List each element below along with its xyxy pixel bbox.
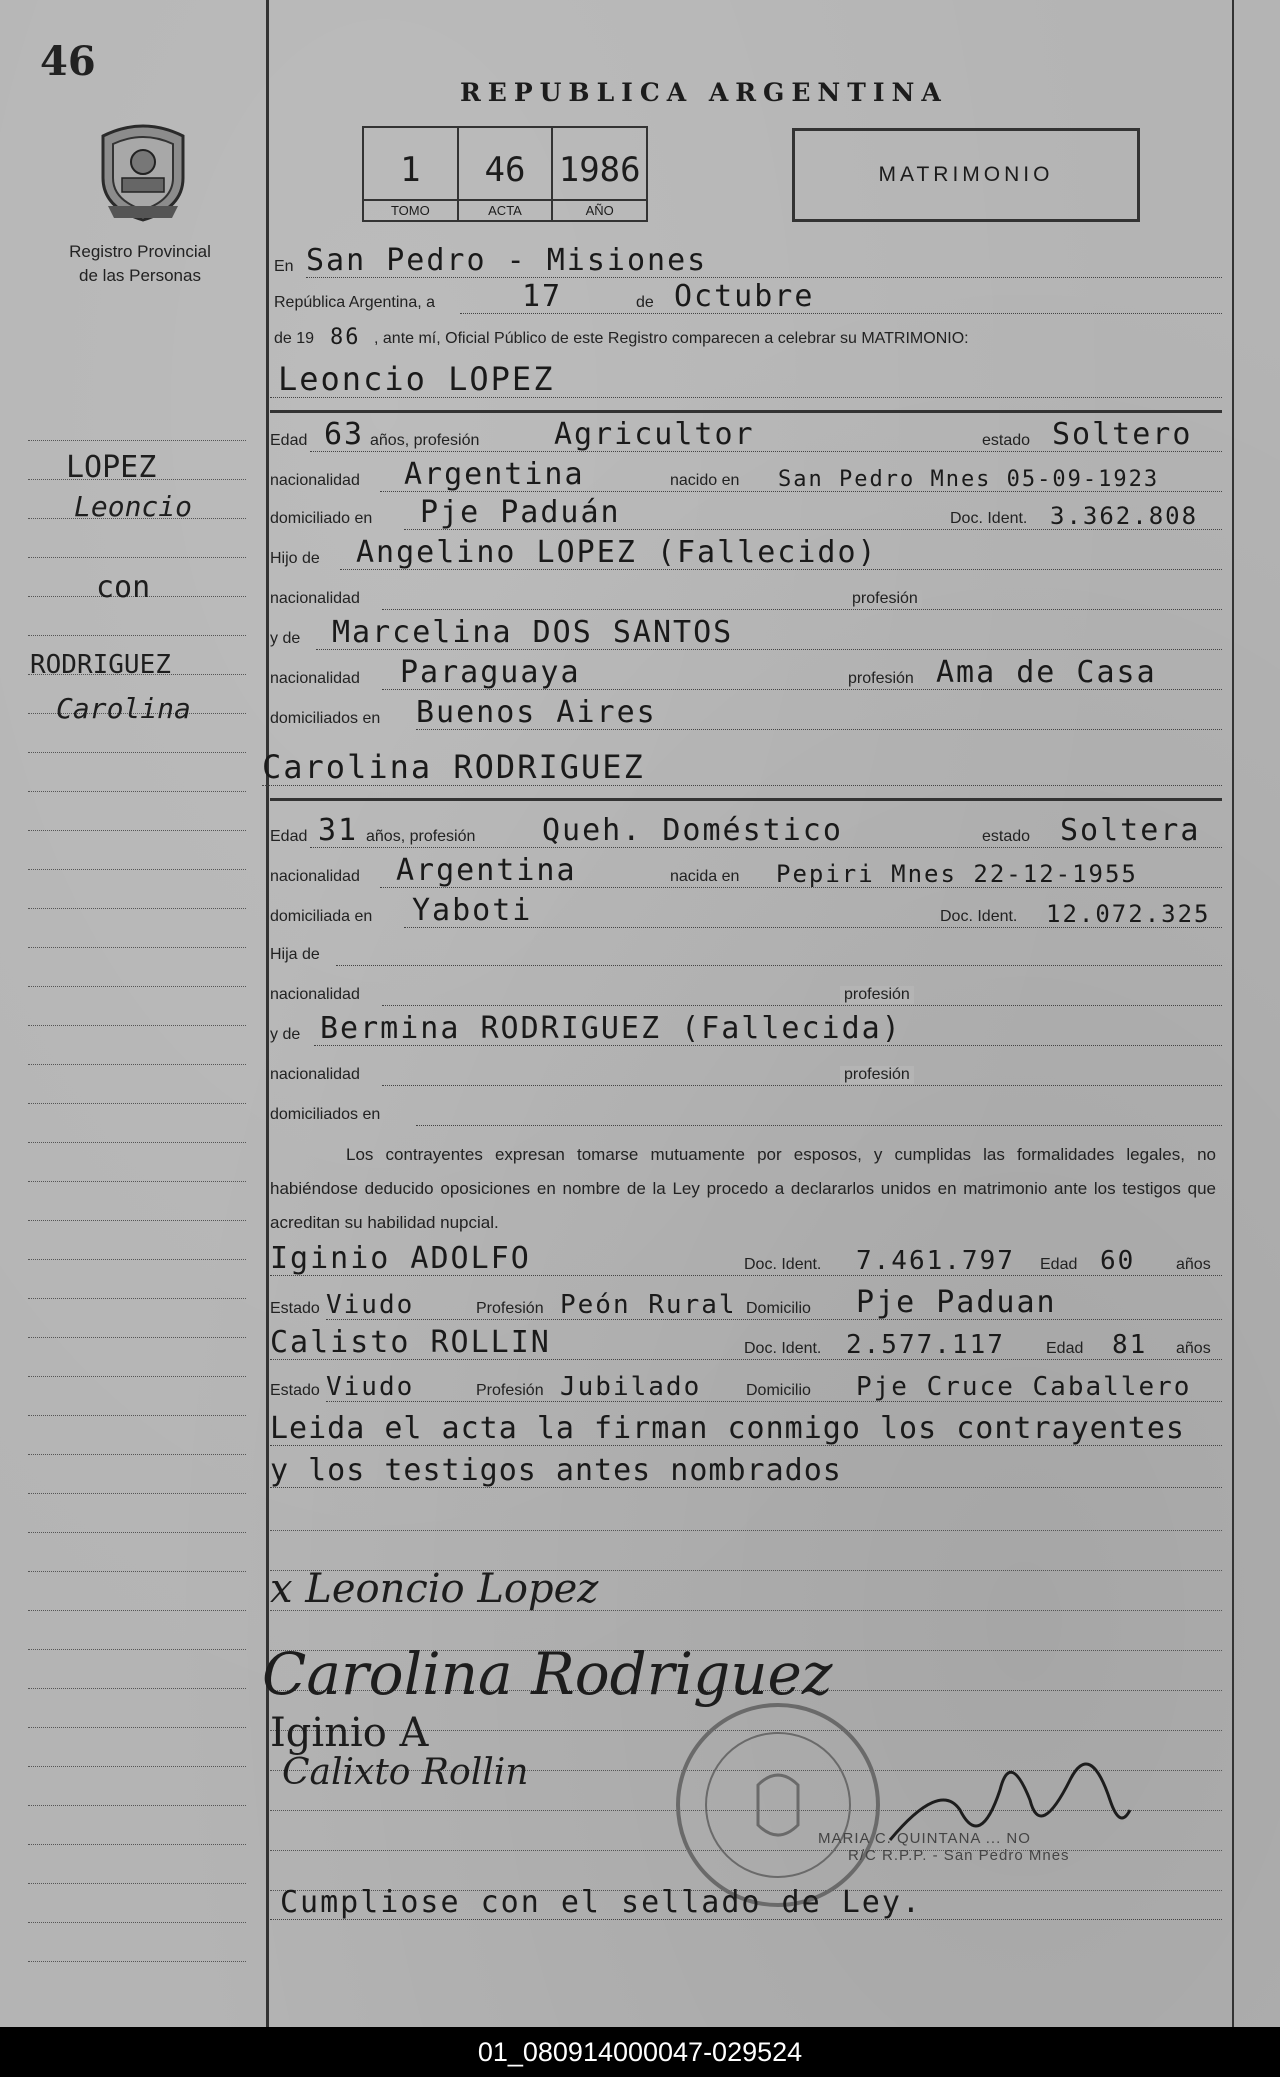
witness2-line: [270, 1324, 1222, 1364]
place-value: San Pedro - Misiones: [306, 243, 708, 278]
witness1-domicile: Pje Paduan: [856, 1285, 1057, 1320]
margin-line: [28, 1103, 246, 1104]
witness2-edad-label: Edad: [1046, 1340, 1084, 1357]
witness2-doc: 2.577.117: [846, 1330, 1005, 1360]
margin-rule: [266, 0, 269, 2027]
witness1-detail-line: [270, 1284, 1222, 1324]
witness1-age: 60: [1100, 1246, 1136, 1276]
groom-mother-profession: Ama de Casa: [936, 655, 1157, 690]
signature-groom: x Leoncio Lopez: [270, 1566, 599, 1612]
bride-nationality: Argentina: [396, 853, 577, 888]
profesion-label-2: profesión: [848, 590, 922, 608]
anio-value: 1986: [558, 150, 641, 190]
bride-nationality-line: [270, 853, 1222, 892]
margin-line: [28, 1571, 246, 1572]
witness1-profession: Peón Rural: [560, 1290, 737, 1320]
nacionalidad-label: nacionalidad: [270, 472, 360, 489]
margin-note-con: con: [96, 570, 151, 605]
profesion-label-3: profesión: [844, 670, 918, 688]
witness2-profession: Jubilado: [560, 1372, 702, 1402]
groom-mother: Marcelina DOS SANTOS: [332, 615, 734, 650]
witness2-estado-label: Estado: [270, 1382, 320, 1399]
groom-birthplace: San Pedro Mnes 05-09-1923: [778, 467, 1160, 492]
witness2-name: Calisto ROLLIN: [270, 1325, 551, 1360]
groom-profession: Agricultor: [554, 417, 755, 452]
margin-line: [28, 1649, 246, 1650]
bride-separator: [270, 798, 1222, 801]
groom-nationality: Argentina: [404, 457, 585, 492]
yde-label: y de: [270, 630, 301, 647]
bride-mother-line: [270, 1011, 1222, 1050]
acta-cell: [459, 128, 554, 220]
bride-name: Carolina RODRIGUEZ: [262, 748, 645, 786]
right-margin-rule: [1232, 0, 1234, 2027]
nacido-label: nacido en: [670, 472, 740, 489]
witness2-status: Viudo: [326, 1372, 415, 1402]
margin-line: [28, 947, 246, 948]
nacionalidad-label-3: nacionalidad: [270, 670, 360, 687]
margin-line: [28, 1142, 246, 1143]
bride-domicile-line: [270, 893, 1222, 932]
groom-name: Leoncio LOPEZ: [278, 360, 555, 398]
tomo-label: TOMO: [364, 199, 457, 218]
closing-text-1: Leida el acta la firman conmigo los contrayentes: [270, 1411, 1185, 1446]
margin-line: [28, 1844, 246, 1845]
witness2-prof-label: Profesión: [476, 1382, 544, 1399]
edad-label: Edad: [270, 432, 308, 449]
image-id-footer: 01_080914000047-029524: [0, 2027, 1280, 2077]
republica-label: República Argentina, a: [274, 294, 435, 311]
witness2-anos-label: años: [1176, 1340, 1211, 1357]
margin-line: [28, 1064, 246, 1065]
de-label: de: [636, 294, 654, 311]
groom-parents-domicile: Buenos Aires: [416, 695, 657, 730]
margin-line: [28, 1532, 246, 1533]
doc-label: Doc. Ident.: [950, 510, 1028, 527]
margin-line: [28, 1025, 246, 1026]
issuer-line-2: de las Personas: [79, 266, 201, 285]
appearance-clause: , ante mí, Oficial Público de este Registro comparecen a celebrar su MATRIMONIO:: [374, 330, 969, 347]
groom-father-line: [270, 535, 1222, 574]
hija-label: Hija de: [270, 946, 320, 963]
bride-father-nat-line: [270, 974, 1222, 1010]
margin-line: [28, 986, 246, 987]
margin-line: [28, 869, 246, 870]
bride-domicile: Yaboti: [412, 893, 533, 928]
signature-bride: Carolina Rodriguez: [262, 1640, 833, 1708]
blank-line: [270, 1530, 1222, 1531]
witness1-line: [270, 1240, 1222, 1280]
witness2-doc-label: Doc. Ident.: [744, 1340, 822, 1357]
witness1-doc-label: Doc. Ident.: [744, 1256, 822, 1273]
year-line: [270, 318, 1222, 354]
groom-name-line: [270, 360, 1222, 402]
doc-label-bride: Doc. Ident.: [940, 908, 1018, 925]
witness1-dom-label: Domicilio: [746, 1300, 811, 1317]
page-number: 46: [40, 38, 96, 85]
groom-domicile: Pje Paduán: [420, 495, 621, 530]
signature-witness1: Iginio A: [270, 1710, 429, 1756]
groom-domicile-line: [270, 495, 1222, 534]
groom-nationality-line: [270, 457, 1222, 496]
margin-note-given-name-2: Carolina: [56, 692, 191, 725]
bride-mother-nat-line: [270, 1054, 1222, 1090]
margin-line: [28, 830, 246, 831]
margin-line: [28, 1961, 246, 1962]
witness1-anos-label: años: [1176, 1256, 1211, 1273]
bride-name-line: [262, 746, 1222, 790]
day-value: 17: [522, 279, 563, 314]
margin-line: [28, 1805, 246, 1806]
margin-line: [28, 1883, 246, 1884]
final-note: Cumpliose con el sellado de Ley.: [280, 1885, 922, 1920]
witness2-dom-label: Domicilio: [746, 1382, 811, 1399]
groom-age-line: [270, 417, 1222, 456]
witness1-estado-label: Estado: [270, 1300, 320, 1317]
groom-age: 63: [324, 417, 365, 452]
bride-doc: 12.072.325: [1046, 900, 1211, 928]
profesion-label: años, profesión: [370, 432, 480, 449]
bride-birthplace: Pepiri Mnes 22-12-1955: [776, 860, 1138, 888]
groom-father-nat-line: [270, 578, 1222, 614]
en-label: En: [274, 258, 294, 275]
act-type-box: MATRIMONIO: [792, 128, 1140, 222]
acta-label: ACTA: [459, 199, 552, 218]
profesion-label-bride: años, profesión: [366, 828, 476, 845]
domiciliada-label: domiciliada en: [270, 908, 373, 925]
estado-label-bride: estado: [982, 828, 1031, 845]
bride-mother: Bermina RODRIGUEZ (Fallecida): [320, 1011, 902, 1046]
groom-mother-line: [270, 615, 1222, 654]
bride-age: 31: [318, 813, 359, 848]
margin-line: [28, 1688, 246, 1689]
issuer-line-1: Registro Provincial: [69, 242, 211, 261]
groom-parents-domicile-line: [270, 695, 1222, 734]
margin-line: [28, 1337, 246, 1338]
hijo-label: Hijo de: [270, 550, 320, 567]
domiciliados-label: domiciliados en: [270, 710, 381, 727]
profesion-label-bride-2: profesión: [840, 986, 914, 1004]
domiciliados-label-bride: domiciliados en: [270, 1106, 381, 1123]
place-line: [270, 243, 1222, 282]
margin-line: [28, 1766, 246, 1767]
year-prefix: de 19: [274, 330, 315, 347]
margin-line: [28, 1298, 246, 1299]
groom-mother-nat-line: [270, 655, 1222, 694]
closing-line-2: [270, 1450, 1222, 1492]
nacionalidad-label-bride: nacionalidad: [270, 868, 360, 885]
margin-note-surname-2: RODRIGUEZ: [30, 650, 171, 680]
margin-line: [28, 1259, 246, 1260]
profesion-label-bride-3: profesión: [840, 1066, 914, 1084]
country-title: REPUBLICA ARGENTINA: [460, 78, 948, 107]
margin-line: [28, 635, 246, 636]
margin-line: [28, 791, 246, 792]
margin-line: [28, 1493, 246, 1494]
margin-line: [28, 1220, 246, 1221]
margin-line: [28, 1376, 246, 1377]
witness2-age: 81: [1112, 1330, 1148, 1360]
yde-label-bride: y de: [270, 1026, 301, 1043]
groom-mother-nationality: Paraguaya: [400, 655, 581, 690]
tomo-cell: [364, 128, 459, 220]
signature-witness2: Calixto Rollin: [282, 1752, 529, 1793]
margin-line: [28, 1454, 246, 1455]
margin-line: [28, 908, 246, 909]
acta-value: 46: [484, 150, 526, 190]
closing-line-1: [270, 1408, 1222, 1450]
nacionalidad-label-bride-3: nacionalidad: [270, 1066, 360, 1083]
edad-label-bride: Edad: [270, 828, 308, 845]
margin-line: [28, 440, 246, 441]
witness1-name: Iginio ADOLFO: [270, 1241, 531, 1276]
bride-status: Soltera: [1060, 813, 1201, 848]
witness1-status: Viudo: [326, 1290, 415, 1320]
groom-doc: 3.362.808: [1050, 502, 1199, 530]
closing-text-2: y los testigos antes nombrados: [270, 1453, 842, 1488]
witness1-doc: 7.461.797: [856, 1246, 1015, 1276]
margin-note-given-name: Leoncio: [74, 490, 193, 523]
official-name: MARIA C. QUINTANA ... NO: [818, 1830, 1031, 1847]
declaration-text: Los contrayentes expresan tomarse mutuamente por esposos, y cumplidas las formalidades legales, no habiéndose deducido oposiciones en nombre de la Ley procedo a declararlos unidos en matrimonio ante los testigos que acreditan su habilidad nupcial.: [270, 1145, 1216, 1232]
anio-label: AÑO: [553, 199, 646, 218]
month-value: Octubre: [674, 279, 815, 314]
register-box: [362, 126, 648, 222]
witness1-edad-label: Edad: [1040, 1256, 1078, 1273]
anio-cell: [553, 128, 646, 220]
estado-label: estado: [982, 432, 1031, 449]
margin-line: [28, 1181, 246, 1182]
margin-line: [28, 1610, 246, 1611]
bride-profession: Queh. Doméstico: [542, 813, 843, 848]
witness1-prof-label: Profesión: [476, 1300, 544, 1317]
provincial-seal-icon: [88, 116, 198, 226]
official-name-stamp: [818, 1830, 1070, 1864]
bride-age-line: [270, 813, 1222, 852]
nacionalidad-label-2: nacionalidad: [270, 590, 360, 607]
margin-line: [28, 1415, 246, 1416]
domiciliado-label: domiciliado en: [270, 510, 373, 527]
official-office: R/C R.P.P. - San Pedro Mnes: [848, 1847, 1070, 1864]
year-value: 86: [330, 325, 361, 350]
tomo-value: 1: [400, 150, 421, 190]
groom-separator: [270, 410, 1222, 413]
date-line: [270, 279, 1222, 318]
bride-parents-domicile-line: [270, 1094, 1222, 1130]
groom-status: Soltero: [1052, 417, 1193, 452]
nacida-label: nacida en: [670, 868, 740, 885]
margin-line: [28, 1727, 246, 1728]
nacionalidad-label-bride-2: nacionalidad: [270, 986, 360, 1003]
groom-father: Angelino LOPEZ (Fallecido): [356, 535, 878, 570]
margin-line: [28, 1922, 246, 1923]
final-note-line: [270, 1880, 1222, 1924]
margin-line: [28, 557, 246, 558]
margin-note-surname: LOPEZ: [66, 450, 157, 485]
witness2-detail-line: [270, 1366, 1222, 1406]
bride-father-line: [270, 934, 1222, 970]
margin-line: [28, 752, 246, 753]
witness2-domicile: Pje Cruce Caballero: [856, 1372, 1192, 1402]
issuer-name: [30, 240, 250, 288]
